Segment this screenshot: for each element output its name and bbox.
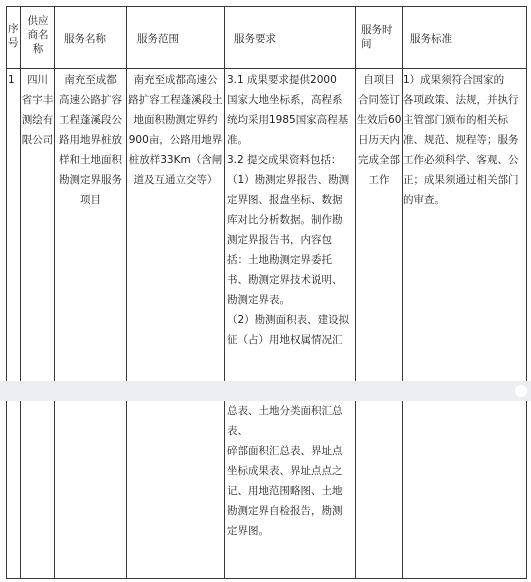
- row-service-scope: 南充至成都高速公 路扩容工程蓬溪段土 地面积勘测定界约 900亩，公路用地界 桩放样33Km（含闸 道及互通立交等）: [128, 74, 223, 186]
- row-supplier: 四川 省宇丰 测绘有 限公司: [21, 74, 54, 146]
- header-service-time: 服务时 间: [361, 24, 393, 50]
- table-border-right: [526, 6, 527, 579]
- table-border-top: [6, 6, 527, 7]
- table-border-left: [6, 6, 7, 579]
- row-service-requirements-bottom: 总表、土地分类面积汇总 表、 碎部面积汇总表、界址点 坐标成果表、界址点点之 记、用地范围略图、土地 勘测定界自检报告，勘测 定界图。: [227, 405, 343, 537]
- row-seq: 1: [8, 74, 15, 86]
- row-service-time: 自项目 合同签订 生效后60 日历天内 完成全部 工作: [356, 74, 402, 186]
- column-divider: [224, 6, 225, 579]
- header-seq: 序 号: [8, 23, 19, 49]
- table-border-bottom: [6, 578, 527, 579]
- header-supplier: 供应 商名 称: [27, 15, 49, 55]
- header-service-standard: 服务标准: [410, 33, 452, 45]
- row-service-standard: 1）成果须符合国家的 各项政策、法规，并执行 主管部门颁布的相关标 准、规范、规程等；服务 工作必须科学、客观、公 正；成果须通过相关部门 的审查。: [403, 74, 519, 206]
- page-break-strip: [0, 381, 531, 401]
- header-service-requirements: 服务要求: [234, 33, 276, 45]
- row-service-name: 南充至成都 高速公路扩容 工程蓬溪段公 路用地界桩放 样和土地面积 勘测定界服务 项目: [59, 74, 122, 206]
- header-service-name: 服务名称: [64, 33, 106, 45]
- header-divider: [6, 68, 527, 69]
- row-service-requirements-top: 3.1 成果要求提供2000 国家大地坐标系，高程系 统均采用1985国家高程基 准。 3.2 提交成果资料包括： （1）勘测定界报告、勘测 定界图、报盘坐标、数据 库对比分析数据。制作勘 测定界报告书，内容包 括：土地勘测定界委托 书、勘测定界技术说明、 勘测定界表。 （2）勘测面积表、建设拟 征（占）用地权属情况汇: [227, 74, 350, 346]
- header-service-scope: 服务范围: [137, 33, 179, 45]
